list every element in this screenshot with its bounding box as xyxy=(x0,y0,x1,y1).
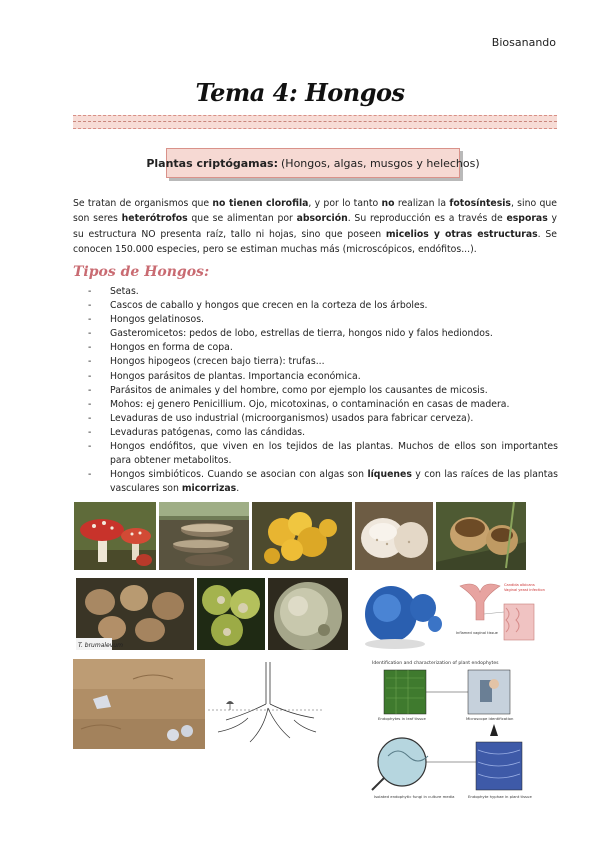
list-item: - Levaduras patógenas, como las cándidas. xyxy=(88,426,558,440)
diagram-vaginal-candidiasis xyxy=(454,578,545,650)
drawing-mycorrhiza-roots xyxy=(208,662,324,752)
list-item: - Mohos: ej genero Penicillium. Ojo, micotoxinas, o contaminación en casas de madera. xyxy=(88,398,558,412)
endophyte-label-3: Isolated endophytic fungi in culture media xyxy=(374,794,455,799)
callout-bold: Plantas criptógamas: xyxy=(146,156,279,170)
truffle-caption: T. brumalevum xyxy=(78,642,123,649)
page-title: Tema 4: Hongos xyxy=(195,78,405,107)
diagram-plant-endophytes xyxy=(368,658,538,806)
list-item: - Parásitos de animales y del hombre, como por ejemplo los causantes de micosis. xyxy=(88,384,558,398)
photo-plant-parasite-fruit xyxy=(197,578,265,650)
fungi-types-list xyxy=(88,285,558,496)
list-item: - Hongos endófitos, que viven en los tejidos de las plantas. Muchos de ellos son importantes para obtener metabolitos. xyxy=(88,440,558,468)
endophyte-label-2: Microscope identification xyxy=(466,716,514,721)
uterus-label-3: Inflamed vaginal tissue xyxy=(456,631,498,635)
list-item: - Hongos parásitos de plantas. Importancia económica. xyxy=(88,370,558,384)
list-item: - Cascos de caballo y hongos que crecen en la corteza de los árboles. xyxy=(88,299,558,313)
title-underline xyxy=(73,115,557,129)
photo-blue-yeast-cells xyxy=(351,578,451,650)
photo-truffles xyxy=(76,578,194,650)
intro-paragraph: Se tratan de organismos que no tienen clorofila, y por lo tanto no realizan la fotosíntesis, sino que son seres heterótrofos que se alimentan por absorción. Su reproducción es a través de esporas y su estructura NO presenta raíz, tallo ni hojas, sino que poseen micelios y otras estructuras. Se conocen 150.000 especies, pero se estiman muchas más (microscópicos, endófitos...). xyxy=(73,198,557,255)
endophyte-label-4: Endophyte hyphae in plant tissue xyxy=(468,794,532,799)
photo-amanita-mushrooms xyxy=(74,502,156,570)
photo-bracket-fungi xyxy=(159,502,249,570)
uterus-label-2: Vaginal yeast infection xyxy=(504,588,545,592)
brand-header: Biosanando xyxy=(491,36,556,49)
endophyte-title: Identification and characterization of plant endophytes xyxy=(372,661,499,666)
list-item: - Hongos simbióticos. Cuando se asocian con algas son líquenes y con las raíces de las plantas vasculares son micorrizas. xyxy=(88,468,558,496)
photo-lichens-on-rock xyxy=(73,659,205,749)
endophyte-label-1: Endophytes in leaf tissue xyxy=(378,716,426,721)
list-item: - Setas. xyxy=(88,285,558,299)
photo-cup-fungi xyxy=(436,502,526,570)
list-item: - Hongos gelatinosos. xyxy=(88,313,558,327)
list-item: - Gasteromicetos: pedos de lobo, estrellas de tierra, hongos nido y falos hediondos. xyxy=(88,327,558,341)
photo-moldy-fruit xyxy=(268,578,348,650)
list-item: - Hongos en forma de copa. xyxy=(88,341,558,355)
list-item: - Levaduras de uso industrial (microorganismos) usados para fabricar cerveza). xyxy=(88,412,558,426)
uterus-label-1: Candida albicans xyxy=(504,583,535,587)
callout-text: (Hongos, algas, musgos y helechos) xyxy=(281,156,480,170)
photo-puffballs xyxy=(355,502,433,570)
section-title: Tipos de Hongos: xyxy=(73,264,210,280)
list-item: - Hongos hipogeos (crecen bajo tierra): trufas... xyxy=(88,355,558,369)
callout-box xyxy=(146,148,480,178)
photo-yellow-jelly-fungus xyxy=(252,502,352,570)
